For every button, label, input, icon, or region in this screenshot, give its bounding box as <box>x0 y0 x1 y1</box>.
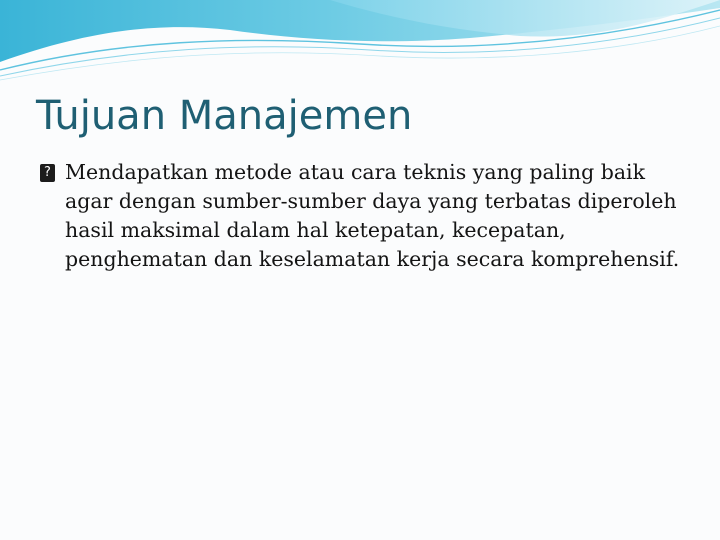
replacement-character-icon: ? <box>40 164 55 182</box>
bullet-item <box>40 158 680 274</box>
wave-header-decoration <box>0 0 720 90</box>
slide-title: Tujuan Manajemen <box>36 93 413 139</box>
bullet-list <box>40 158 680 274</box>
bullet-text: Mendapatkan metode atau cara teknis yang paling baik agar dengan sumber-sumber daya yang terbatas diperoleh hasil maksimal dalam hal ketepatan, kecepatan, penghematan dan keselamatan kerja secara komprehensif. <box>65 160 680 271</box>
